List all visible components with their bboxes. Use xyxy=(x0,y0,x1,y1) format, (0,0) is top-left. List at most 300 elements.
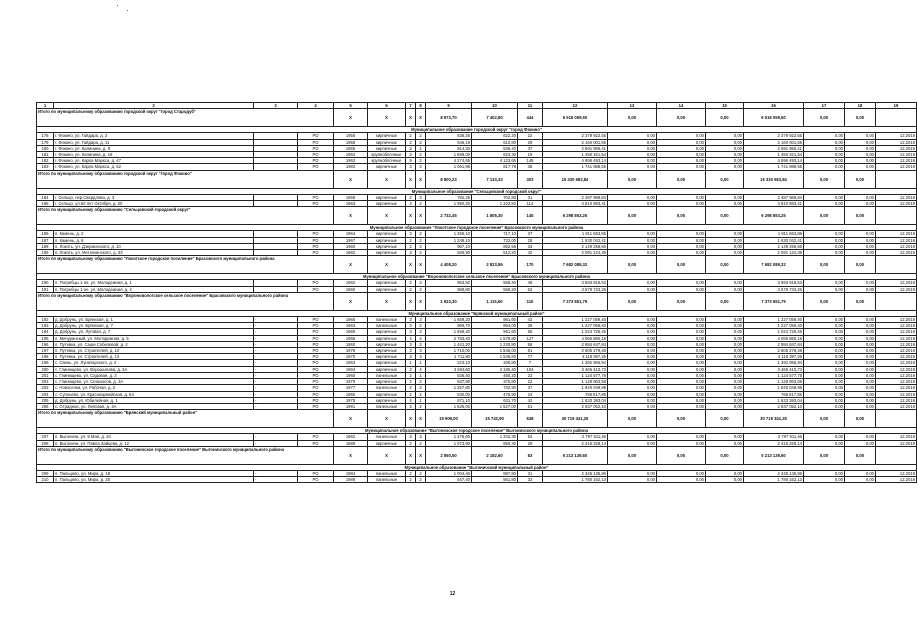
total-value: 0,00 xyxy=(845,446,876,464)
table-cell: 0,00 xyxy=(706,152,744,158)
total-value: 2 182,60 xyxy=(472,446,518,464)
table-cell: кирпичные xyxy=(368,341,406,347)
total-value: X xyxy=(416,410,426,428)
table-cell: 1 840 049,98 xyxy=(543,385,608,391)
total-value: 0,00 xyxy=(804,446,845,464)
table-cell: 1 xyxy=(406,360,416,366)
total-value: 0,00 xyxy=(845,410,876,428)
table-cell: 12.2019 xyxy=(876,286,917,292)
table-cell: панельные xyxy=(368,434,406,440)
total-value: 0,00 xyxy=(804,170,845,188)
total-value: 0,00 xyxy=(657,410,706,428)
table-cell: 0,00 xyxy=(657,385,706,391)
total-value: 0,00 xyxy=(608,256,657,274)
table-cell: 2 xyxy=(406,379,416,385)
total-value: 0,00 xyxy=(845,256,876,274)
table-cell: - xyxy=(254,470,298,476)
table-cell: 375,80 xyxy=(472,379,518,385)
table-cell: 2 345 135,86 xyxy=(744,470,804,476)
table-cell: 4 xyxy=(406,397,416,403)
table-cell: 1 527,00 xyxy=(472,403,518,409)
total-value: 4 408,20 xyxy=(426,256,472,274)
table-cell: 12.2019 xyxy=(876,477,917,483)
table-cell: 62 xyxy=(518,286,543,292)
table-cell: 1 633 383,04 xyxy=(543,397,608,403)
table-cell: 0,00 xyxy=(608,360,657,366)
table-cell: 3 xyxy=(406,152,416,158)
table-cell: 671,10 xyxy=(426,397,472,403)
table-cell: 0,00 xyxy=(657,354,706,360)
table-cell: 0,00 xyxy=(804,237,845,243)
table-cell: РО xyxy=(298,329,334,335)
table-cell: панельные xyxy=(368,317,406,323)
table-cell: 3 693 918,53 xyxy=(543,280,608,286)
table-cell: 29 xyxy=(518,440,543,446)
table-cell: 2 xyxy=(406,139,416,145)
table-cell: 0,00 xyxy=(804,201,845,207)
table-cell: 1970 xyxy=(334,354,368,360)
table-cell: 1 227 059,40 xyxy=(744,317,804,323)
total-value: 7 682 089,32 xyxy=(543,256,608,274)
table-cell: 530,00 xyxy=(426,391,472,397)
table-cell: 2 xyxy=(416,164,426,170)
table-cell: 0,00 xyxy=(706,133,744,139)
column-number-3: 3 xyxy=(254,103,298,109)
table-cell: 1 633 383,04 xyxy=(744,397,804,403)
total-value: 638 xyxy=(518,410,543,428)
table-cell: 1955 xyxy=(334,145,368,151)
register-sheet xyxy=(36,102,915,483)
table-cell: - xyxy=(254,397,298,403)
table-cell: 3 xyxy=(416,354,426,360)
table-cell: с. Глинищево, ул. Сенькосов, д. 3А xyxy=(54,379,254,385)
table-cell: панельные xyxy=(368,477,406,483)
table-cell: 556,20 xyxy=(472,286,518,292)
table-cell: 3 xyxy=(416,348,426,354)
total-value: 7 373 651,79 xyxy=(543,292,608,310)
table-cell: 0,00 xyxy=(657,231,706,237)
table-cell: 2 379 922,55 xyxy=(744,133,804,139)
table-cell: 1962 xyxy=(334,434,368,440)
table-cell: 207 xyxy=(37,434,54,440)
table-cell: 4 118 397,26 xyxy=(543,354,608,360)
table-cell: 0,00 xyxy=(804,139,845,145)
table-cell: кирпичные xyxy=(368,194,406,200)
table-cell: 3 xyxy=(406,323,416,329)
table-cell: 1960 xyxy=(334,341,368,347)
table-cell: 0,00 xyxy=(706,403,744,409)
table-cell: кирпичные xyxy=(368,133,406,139)
table-cell: 3 810 883,41 xyxy=(543,201,608,207)
table-cell: 37 xyxy=(518,385,543,391)
table-cell: 512,20 xyxy=(472,250,518,256)
total-value: 0,00 xyxy=(608,446,657,464)
table-cell: д. Добрунь, ул. Брянская, д. 7 xyxy=(54,323,254,329)
table-cell: 610,80 xyxy=(472,139,518,145)
table-cell: 42 xyxy=(518,250,543,256)
table-cell: п. Камень, д. 6 xyxy=(54,237,254,243)
table-cell: 0,00 xyxy=(804,152,845,158)
table-cell: 0,00 xyxy=(706,335,744,341)
table-cell: 0,00 xyxy=(706,385,744,391)
total-value: 7 133,33 xyxy=(472,170,518,188)
table-cell: кирпичные xyxy=(368,360,406,366)
table-cell: с. Глинищево, ул. Ворошилова, д. 3А xyxy=(54,366,254,372)
table-cell: 1 392 956,94 xyxy=(543,360,608,366)
table-cell: кирпичные xyxy=(368,397,406,403)
total-value: X xyxy=(416,446,426,464)
municipality-total-row xyxy=(37,446,917,464)
table-cell: 926,90 xyxy=(426,250,472,256)
table-cell: п. Погребцы 1-ое, ул. Молодежная, д. 2 xyxy=(54,286,254,292)
table-cell: 3 xyxy=(406,341,416,347)
scan-speck xyxy=(117,5,118,6)
table-cell: 12.2019 xyxy=(876,323,917,329)
table-cell: 0,00 xyxy=(845,280,876,286)
table-cell: 0,00 xyxy=(804,250,845,256)
table-cell: РО xyxy=(298,360,334,366)
table-cell: РО xyxy=(298,385,334,391)
table-cell: 1979 xyxy=(334,379,368,385)
total-value: 0,00 xyxy=(845,170,876,188)
total-value: 303 xyxy=(518,170,543,188)
table-cell: 3 xyxy=(416,280,426,286)
table-cell: панельные xyxy=(368,323,406,329)
table-cell: 223,10 xyxy=(426,360,472,366)
table-cell: 2 605 279,48 xyxy=(744,348,804,354)
table-cell: РО xyxy=(298,348,334,354)
table-cell: РО xyxy=(298,379,334,385)
table-cell: 0,00 xyxy=(845,477,876,483)
table-cell: 61 xyxy=(518,403,543,409)
total-value: X xyxy=(334,446,368,464)
column-number-2: 2 xyxy=(54,103,254,109)
table-cell: 37 xyxy=(518,231,543,237)
table-cell: 12.2019 xyxy=(876,317,917,323)
table-cell: 12.2019 xyxy=(876,434,917,440)
table-cell: 2 605 279,48 xyxy=(543,348,608,354)
table-cell: РО xyxy=(298,139,334,145)
table-cell: РО xyxy=(298,323,334,329)
table-cell: 42 xyxy=(518,317,543,323)
table-cell: РО xyxy=(298,434,334,440)
total-label: Итого по муниципальному образованию "Выгоничское городское поселение" Выгоничского муниципального района xyxy=(37,446,334,464)
table-cell: 189 xyxy=(37,250,54,256)
table-cell: 0,00 xyxy=(804,391,845,397)
table-cell: РО xyxy=(298,372,334,378)
total-value: X xyxy=(416,256,426,274)
table-cell: 1 xyxy=(416,372,426,378)
table-cell: 0,00 xyxy=(608,317,657,323)
table-cell: 197 xyxy=(37,348,54,354)
table-cell: 0,00 xyxy=(657,348,706,354)
table-cell: 0,00 xyxy=(845,329,876,335)
total-value: 0,00 xyxy=(608,109,657,127)
table-cell: 969,70 xyxy=(426,323,472,329)
table-cell: 887,80 xyxy=(472,470,518,476)
table-cell: п. Выгоничи, ул. Павла Зайцева, д. 12 xyxy=(54,440,254,446)
table-cell: 199 xyxy=(37,360,54,366)
table-cell: 0,00 xyxy=(657,329,706,335)
column-number-18: 18 xyxy=(845,103,876,109)
table-cell: 1 950,20 xyxy=(426,201,472,207)
table-cell: п. Камень, д. 2 xyxy=(54,231,254,237)
table-cell: 0,00 xyxy=(845,145,876,151)
table-cell: 3 xyxy=(416,329,426,335)
table-cell: 38 xyxy=(518,323,543,329)
table-cell: кирпичные xyxy=(368,348,406,354)
table-cell: 3 xyxy=(406,317,416,323)
table-cell: 0,00 xyxy=(845,286,876,292)
table-cell: 0,00 xyxy=(804,280,845,286)
table-cell: РО xyxy=(298,237,334,243)
table-cell: 1 124 577,78 xyxy=(543,372,608,378)
table-cell: 0,00 xyxy=(845,164,876,170)
table-cell: 0,00 xyxy=(845,379,876,385)
table-cell: 1 811 663,86 xyxy=(744,231,804,237)
table-cell: 12.2019 xyxy=(876,348,917,354)
table-cell: 0,00 xyxy=(706,145,744,151)
table-cell: 31 xyxy=(518,470,543,476)
total-value: 0,00 xyxy=(845,292,876,310)
table-cell: 2 160 001,65 xyxy=(744,139,804,145)
total-value: 2 550,50 xyxy=(426,446,472,464)
table-cell: с. Глинищево, ул. Садовая, д. 3 xyxy=(54,372,254,378)
total-value: 0,00 xyxy=(657,170,706,188)
table-cell: п. Пальцево, ул. Мира, д. 18 xyxy=(54,470,254,476)
table-cell: - xyxy=(254,385,298,391)
total-value: 7 682 089,32 xyxy=(744,256,804,274)
table-cell: 1 230,80 xyxy=(472,341,518,347)
total-value: 0,00 xyxy=(706,256,744,274)
table-cell: 862,56 xyxy=(472,243,518,249)
table-cell: 0,00 xyxy=(657,341,706,347)
table-cell: 12.2019 xyxy=(876,379,917,385)
table-cell: 4 274,65 xyxy=(426,158,472,164)
table-cell: 1 227 059,40 xyxy=(543,317,608,323)
table-cell: 0,00 xyxy=(706,397,744,403)
table-cell: 0,00 xyxy=(804,379,845,385)
table-cell: 2 797 811,46 xyxy=(744,434,804,440)
total-value: X xyxy=(406,207,416,225)
table-cell: 0,00 xyxy=(657,366,706,372)
table-cell: РО xyxy=(298,250,334,256)
table-cell: 2 xyxy=(406,194,416,200)
total-value: 2 732,45 xyxy=(426,207,472,225)
table-cell: 0,00 xyxy=(845,385,876,391)
total-value: X xyxy=(406,410,416,428)
table-cell: 208 xyxy=(37,440,54,446)
table-cell: 3 xyxy=(416,341,426,347)
table-cell: 1 546,60 xyxy=(472,354,518,360)
total-value: X xyxy=(334,256,368,274)
total-value: X xyxy=(416,207,426,225)
table-cell: 0,00 xyxy=(608,194,657,200)
table-cell: 0,00 xyxy=(706,158,744,164)
table-cell: 28 xyxy=(518,237,543,243)
total-value: X xyxy=(368,410,406,428)
table-cell: кирпичные xyxy=(368,391,406,397)
table-cell: 12.2019 xyxy=(876,139,917,145)
table-cell: 0,00 xyxy=(657,158,706,164)
table-cell: РО xyxy=(298,477,334,483)
table-cell: РО xyxy=(298,335,334,341)
table-cell: 3 xyxy=(416,194,426,200)
table-cell: 1966 xyxy=(334,335,368,341)
table-cell: 0,00 xyxy=(608,341,657,347)
table-cell: 3 466 410,73 xyxy=(543,366,608,372)
table-cell: 0,00 xyxy=(804,323,845,329)
table-cell: 181 xyxy=(37,152,54,158)
table-cell: 12.2019 xyxy=(876,145,917,151)
table-cell: 185 xyxy=(37,201,54,207)
table-cell: 622,20 xyxy=(472,133,518,139)
table-cell: 1 659,20 xyxy=(426,317,472,323)
table-cell: - xyxy=(254,366,298,372)
table-cell: 961,60 xyxy=(472,329,518,335)
table-row xyxy=(37,477,917,483)
table-cell: кирпичные xyxy=(368,145,406,151)
section-title: Муниципальное образование "Вороновологское сельское поселение" Брасовского муниципального района xyxy=(37,274,917,280)
table-cell: 3 810 883,41 xyxy=(744,201,804,207)
table-cell: 0,00 xyxy=(608,354,657,360)
table-cell: кирпичные xyxy=(368,243,406,249)
table-cell: 2 149 258,66 xyxy=(744,243,804,249)
table-cell: 1 578,80 xyxy=(472,335,518,341)
table-cell: 2 xyxy=(416,385,426,391)
table-cell: РО xyxy=(298,440,334,446)
table-cell: 2 379 922,55 xyxy=(543,133,608,139)
table-cell: 2 xyxy=(406,243,416,249)
table-cell: 2 xyxy=(416,139,426,145)
table-cell: 3 xyxy=(406,329,416,335)
total-value: 30 719 341,25 xyxy=(543,410,608,428)
table-cell: - xyxy=(254,434,298,440)
table-cell: 3 xyxy=(406,231,416,237)
table-cell: 3 xyxy=(406,250,416,256)
table-cell: п. Локоть, ул. Дзержинского, д. 10 xyxy=(54,243,254,249)
total-value: X xyxy=(406,446,416,464)
table-cell: РО xyxy=(298,470,334,476)
table-cell: 1 780 162,13 xyxy=(744,477,804,483)
total-value: 0,00 xyxy=(608,410,657,428)
table-cell: 2 xyxy=(416,403,426,409)
table-cell: 1991 xyxy=(334,403,368,409)
table-cell: РО xyxy=(298,391,334,397)
table-cell: 1976 xyxy=(334,348,368,354)
table-cell: 1 741 988,55 xyxy=(543,164,608,170)
municipality-total-row xyxy=(37,256,917,274)
table-cell: 2 xyxy=(416,158,426,164)
table-cell: 200 xyxy=(37,366,54,372)
table-cell: 4 896 493,14 xyxy=(543,158,608,164)
table-cell: 0,00 xyxy=(845,133,876,139)
table-cell: 0,00 xyxy=(608,237,657,243)
total-value: 6 298 853,25 xyxy=(744,207,804,225)
column-number-13: 13 xyxy=(608,103,657,109)
table-cell: г. Фокино, ул. Калинина, д. 16 xyxy=(54,152,254,158)
total-value: 0,00 xyxy=(657,109,706,127)
table-cell: 2 xyxy=(406,133,416,139)
table-cell: 0,00 xyxy=(845,243,876,249)
table-cell: 12.2019 xyxy=(876,360,917,366)
table-cell: 0,00 xyxy=(608,379,657,385)
table-cell: РО xyxy=(298,158,334,164)
table-cell: 114 xyxy=(518,201,543,207)
total-value xyxy=(876,207,917,225)
table-cell: 2 797 811,46 xyxy=(543,434,608,440)
table-cell: г. Сельцо, ул.60 лет Октября, д. 20 xyxy=(54,201,254,207)
table-cell: п. Погребцы 1-ое, ул. Молодежная, д. 1 xyxy=(54,280,254,286)
table-cell: 0,00 xyxy=(608,164,657,170)
table-cell: РО xyxy=(298,152,334,158)
table-cell: 3 679 733,26 xyxy=(543,286,608,292)
table-cell: 47 xyxy=(518,145,543,151)
table-cell: 1962 xyxy=(334,152,368,158)
total-value: X xyxy=(334,410,368,428)
table-cell: г. Сельцо, пер.Свердлова, д. 3 xyxy=(54,194,254,200)
table-cell: 12.2019 xyxy=(876,385,917,391)
table-cell: 1 102,50 xyxy=(472,201,518,207)
municipality-total-row xyxy=(37,109,917,127)
table-cell: 0,00 xyxy=(845,194,876,200)
total-value: 0,00 xyxy=(706,207,744,225)
table-cell: 12.2019 xyxy=(876,335,917,341)
table-cell: 732,00 xyxy=(472,237,518,243)
table-cell: 0,00 xyxy=(845,335,876,341)
total-value: X xyxy=(406,256,416,274)
table-cell: 204 xyxy=(37,391,54,397)
municipality-total-row xyxy=(37,170,917,188)
table-cell: 0,00 xyxy=(845,360,876,366)
table-cell: 1960 xyxy=(334,243,368,249)
section-title: Муниципальное образование "Локотское городское поселение" Брасовского муниципального района xyxy=(37,225,917,231)
total-value: X xyxy=(368,446,406,464)
table-cell: кирпичные xyxy=(368,201,406,207)
table-cell: 2 837 052,10 xyxy=(744,403,804,409)
table-cell: РО xyxy=(298,145,334,151)
table-cell: 1 630 042,41 xyxy=(744,237,804,243)
table-cell: 22 xyxy=(518,133,543,139)
table-cell: 0,00 xyxy=(706,354,744,360)
table-cell: 0,00 xyxy=(804,133,845,139)
table-cell: п. Путевка, ул. Строителей, д. 10 xyxy=(54,348,254,354)
table-cell: 210 xyxy=(37,477,54,483)
table-cell: п. Пальцево, ул. Мира, д. 20 xyxy=(54,477,254,483)
table-cell: 24 xyxy=(518,391,543,397)
table-cell: 54 xyxy=(518,434,543,440)
table-cell: 0,00 xyxy=(804,360,845,366)
table-cell: - xyxy=(254,341,298,347)
table-cell: 0,00 xyxy=(845,397,876,403)
table-cell: 0,00 xyxy=(804,477,845,483)
total-value: 5 213 139,60 xyxy=(744,446,804,464)
table-cell: 0,00 xyxy=(608,366,657,372)
table-cell: - xyxy=(254,348,298,354)
table-cell: 0,00 xyxy=(657,237,706,243)
table-cell: 0,00 xyxy=(804,397,845,403)
table-cell: 12.2019 xyxy=(876,231,917,237)
table-cell: 4 xyxy=(406,335,416,341)
table-cell: 0,00 xyxy=(845,341,876,347)
table-cell: 1967 xyxy=(334,237,368,243)
total-value: 170 xyxy=(518,256,543,274)
total-value: 0,00 xyxy=(804,292,845,310)
total-value: 0,00 xyxy=(804,207,845,225)
table-cell: кирпичные xyxy=(368,280,406,286)
table-cell: 0,00 xyxy=(608,133,657,139)
table-cell: 1 xyxy=(416,360,426,366)
